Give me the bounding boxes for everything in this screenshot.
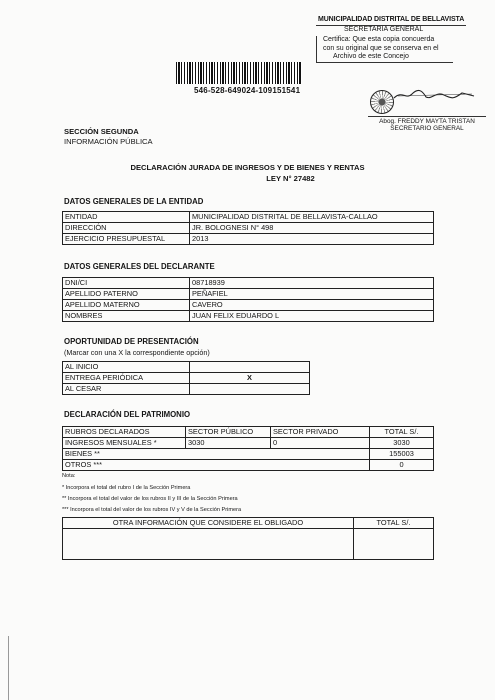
address-label: DIRECCIÓN [63,223,190,234]
opportunity-periodic-label: ENTREGA PERIÓDICA [63,373,190,384]
table-row [63,362,310,373]
entity-label: ENTIDAD [63,212,190,223]
col-header-items: RUBROS DECLARADOS [63,427,186,438]
table-row [63,234,434,245]
fiscal-year-value: 2013 [190,234,434,245]
income-private: 0 [271,438,370,449]
fiscal-year-label: EJERCICIO PRESUPUESTAL [63,234,190,245]
declarant-heading: DATOS GENERALES DEL DECLARANTE [64,262,215,271]
income-label: INGRESOS MENSUALES * [63,438,186,449]
opportunity-table [62,361,310,395]
section-title: SECCIÓN SEGUNDA [64,127,139,136]
section-subtitle: INFORMACIÓN PÚBLICA [64,137,153,146]
opportunity-start-mark [190,362,310,373]
signer-name: Abog. FREDDY MAYTA TRISTAN [368,116,486,125]
col-header-private: SECTOR PRIVADO [271,427,370,438]
opportunity-start-label: AL INICIO [63,362,190,373]
stamp-certification-box [316,36,453,63]
document-title: DECLARACIÓN JURADA DE INGRESOS Y DE BIENES Y RENTAS [130,163,365,172]
dni-value: 08718939 [190,278,434,289]
law-reference: LEY N° 27482 [266,174,315,183]
other-info-total-label: TOTAL S/. [354,518,434,529]
goods-label: BIENES ** [63,449,370,460]
table-row [63,278,434,289]
other-info-total [354,529,434,560]
table-row [63,289,434,300]
maternal-surname-value: CAVERO [190,300,434,311]
stamp-entity: MUNICIPALIDAD DISTRITAL DE BELLAVISTA [316,16,466,26]
paternal-surname-label: APELLIDO PATERNO [63,289,190,300]
table-header-row [63,427,434,438]
barcode [176,62,302,84]
entity-heading: DATOS GENERALES DE LA ENTIDAD [64,197,204,206]
table-row [63,460,434,471]
stamp-cert-line-2: con su original que se conserva en el [323,44,439,52]
municipal-seal-icon [370,90,394,114]
table-row [63,311,434,322]
col-header-total: TOTAL S/. [370,427,434,438]
section-header [64,127,153,147]
entity-value: MUNICIPALIDAD DISTRITAL DE BELLAVISTA-CALLAO [190,212,434,223]
other-info-label: OTRA INFORMACIÓN QUE CONSIDERE EL OBLIGADO [63,518,354,529]
note-1: * Incorpora el total del rubro I de la Sección Primera [62,485,191,491]
table-row [63,212,434,223]
opportunity-end-mark [190,384,310,395]
table-row [63,384,310,395]
maternal-surname-label: APELLIDO MATERNO [63,300,190,311]
others-label: OTROS *** [63,460,370,471]
other-info-table [62,517,434,560]
note-2: ** Incorpora el total del valor de los rubros II y III de la Sección Primera [62,496,238,502]
entity-table [62,211,434,245]
table-row [63,300,434,311]
stamp-cert-line-3: Archivo de este Concejo [333,53,409,61]
address-value: JR. BOLOGNESI N° 498 [190,223,434,234]
col-header-public: SECTOR PÚBLICO [186,427,271,438]
table-row [63,223,434,234]
opportunity-heading: OPORTUNIDAD DE PRESENTACIÓN [64,337,199,346]
handwritten-signature [392,88,476,102]
goods-total: 155003 [370,449,434,460]
income-total: 3030 [370,438,434,449]
table-header-row [63,518,434,529]
barcode-number: 546-528-649024-109151541 [194,86,301,95]
names-label: NOMBRES [63,311,190,322]
signature-block [368,86,478,134]
dni-label: DNI/CI [63,278,190,289]
table-row [63,373,310,384]
stamp-office: SECRETARIA GENERAL [344,25,424,33]
stamp-cert-line-1: Certifica: Que esta copia concuerda [323,36,435,44]
table-row [63,438,434,449]
others-total: 0 [370,460,434,471]
names-value: JUAN FELIX EDUARDO L [190,311,434,322]
certification-stamp [316,16,466,63]
paternal-surname-value: PEÑAFIEL [190,289,434,300]
opportunity-periodic-mark: X [190,373,310,384]
declarant-table [62,277,434,322]
assets-table [62,426,434,471]
signer-role: SECRETARIO GENERAL [390,125,464,133]
note-3: *** Incorpora el total del valor de los rubros IV y V de la Sección Primera [62,507,242,513]
note-heading: Nota: [62,473,76,479]
table-row [63,529,434,560]
signer-caption [368,116,486,133]
other-info-content [63,529,354,560]
assets-heading: DECLARACIÓN DEL PATRIMONIO [64,410,191,419]
opportunity-end-label: AL CESAR [63,384,190,395]
table-row [63,449,434,460]
income-public: 3030 [186,438,271,449]
opportunity-instruction: (Marcar con una X la correspondiente opción) [64,348,210,357]
scan-edge-line [8,636,9,700]
